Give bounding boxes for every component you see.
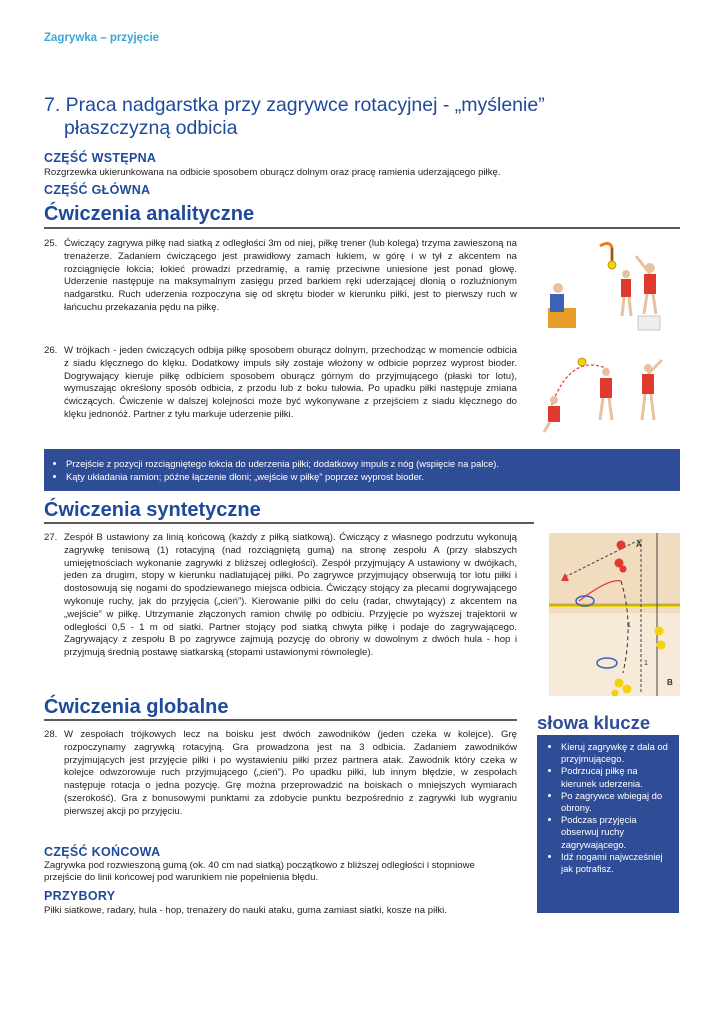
exercise-number: 28. — [44, 729, 58, 740]
team-b-label: B — [667, 678, 673, 687]
keyword-item: • Podczas przyjęcia obserwuj ruchy zagrywającego. — [561, 814, 675, 851]
page-title — [44, 94, 604, 140]
tips-box — [44, 449, 680, 491]
equipment-heading: PRZYBORY — [44, 889, 116, 903]
global-heading: Ćwiczenia globalne — [44, 696, 229, 718]
running-header: Zagrywka – przyjęcie — [44, 32, 160, 44]
synthetic-rule — [44, 522, 534, 524]
exercise-26 — [44, 345, 517, 422]
path-number: 1 — [644, 660, 648, 667]
intro-heading: CZĘŚĆ WSTĘPNA — [44, 151, 157, 165]
court-diagram — [549, 533, 680, 696]
keyword-item: • Kieruj zagrywkę z dala od przyjmującego. — [561, 741, 675, 765]
passing-drill-illustration — [530, 340, 680, 440]
tip-item: • Przejście z pozycji rozciągniętego łokcia do uderzenia piłki; dodatkowy impuls z nóg (wspięcie na palce). — [66, 458, 680, 471]
intro-text: Rozgrzewka ukierunkowana na odbicie sposobem oburącz dolnym oraz pracę ramienia uderzającego piłkę. — [44, 167, 501, 178]
synthetic-heading: Ćwiczenia syntetyczne — [44, 499, 261, 521]
final-heading: CZĘŚĆ KOŃCOWA — [44, 845, 161, 859]
exercise-text: W zespołach trójkowych lecz na boisku jest dwóch zawodników (jeden czeka w kolejce). Grę rozpoczynamy zagrywką rotacyjną. Gra prowadzona jest na 3 odbicia. Zadaniem zawodników przyjmujących jest przyjęcie piłki i po wystawieniu piłki przez partnera atak. Zawodnik który czeka w kolejce odwzorowuje ruch przyjmującego („cień”). Po upadku piłki, lub innym błędzie, w zespołach następuje rotacja o jedna pozycję. Grę można przeprowadzić na boiskach o mniejszych wymiarach (szerokość). Gra z bonusowymi punktami za zdobycie punktu bezpośrednio z zagrywki lub wygraniu pierwszej akcji po przyjęciu. — [64, 729, 517, 817]
keywords-box — [537, 735, 679, 913]
exercise-number: 26. — [44, 345, 58, 356]
keyword-item: • Podrzucaj piłkę na kierunek uderzenia. — [561, 765, 675, 789]
equipment-text: Piłki siatkowe, radary, hula - hop, trenażery do nauki ataku, guma zamiast siatki, kosze na piłki. — [44, 905, 447, 916]
analytic-heading: Ćwiczenia analityczne — [44, 203, 255, 225]
global-rule — [44, 719, 517, 721]
exercise-text: Zespół B ustawiony za linią końcową (każdy z piłką siatkową). Ćwiczący z własnego podrzutu wykonują zagrywkę tenisową (1) rotacyjną (nad rozciągniętą gumą) na stronę zespołu A (przy słabszych umiejętnościach wykonanie zagrywki z bliższej odległości). Zespół przyjmujący A ustawiony w dwójkach, jeden za drugim, stopy w kierunku nadlatującej piłki. Po zagrywce przyjmujący obserwują tor lotu piłki i dostosowują się nogami do spodziewanego miejsca odbicia. Ćwiczący stojący za plecami dogrywającego wykonuje ruchy, jak do przyjęcia („cień”). Kierowanie piłki do celu (radar, chwytający) z akcentem na „wejście” w piłkę. Utrzymanie złączonych ramion chwilę po odbiciu. Przyjęcie po wyższej trajektorii w odległości 0,5 - 1 m od siatki. Partner stojący pod siatką chwyta piłkę i podaje do zagrywającego. Zagrywający z zespołu B po zagrywce zajmują pozycję do obrony w dowolnym z dwóch hula - hop i przyjmują średnią postawę siatkarską (stopami ustawionymi równolegle). — [64, 532, 517, 659]
page-title-line1: 7. Praca nadgarstka przy zagrywce rotacyjnej - „myślenie” — [44, 94, 545, 116]
exercise-text: W trójkach - jeden ćwiczących odbija piłkę sposobem oburącz dolnym, przechodząc w momencie odbicia z siadu klęcznego do klęku. Dodatkowy impuls siły zostaje włożony w odbicie poprzez wyprost bioder. Dogrywający kieruje piłkę odbiciem sposobem oburącz górnym do przyjmującego (płaski tor lotu), wymuszając określony sposób odbicia, z przodu lub z boku tułowia. Po upadku piłki następuje zmiana ćwiczących. Ćwiczenie w dalszej kolejności może być wykonywane z przejściem z siadu klęcznego do klęku jednonóż. Partner z tyłu markuje uderzenie piłki. — [64, 345, 517, 420]
exercise-number: 27. — [44, 532, 58, 543]
exercise-27 — [44, 532, 517, 660]
exercise-28 — [44, 729, 517, 819]
page-title-line2: płaszczyzną odbicia — [64, 117, 238, 139]
exercise-text: Ćwiczący zagrywa piłkę nad siatką z odległości 3m od niej, piłkę trener (lub kolega) trzyma zawieszoną na trenażerze. Zadaniem ćwiczącego jest prawidłowy zamach łukiem, w górę i w tył z akcentem na rozciągnięcie łokcia; łokieć prowadzi przedramię, a ramię przeciwne uniesione jest ponad głowę. Uderzenie następuje na maksymalnym zasięgu przed barkiem ręki uderzającej dłonią o rozluźnionym nadgarstku. Ruch uderzenia rozpoczyna się od skrętu bioder w kierunku piłki, jest to pierwszy ruch w łańcuchu przekazania pędu na piłkę. — [64, 238, 517, 313]
keyword-item: • Idź nogami najwcześniej jak potrafisz. — [561, 851, 675, 875]
analytic-rule — [44, 227, 680, 229]
keywords-title: słowa klucze — [537, 712, 651, 733]
serving-drill-illustration — [540, 238, 680, 338]
serve-number: 1 — [627, 622, 631, 629]
main-heading: CZĘŚĆ GŁÓWNA — [44, 183, 151, 197]
keyword-item: • Po zagrywce wbiegaj do obrony. — [561, 790, 675, 814]
exercise-25 — [44, 238, 517, 315]
tip-item: • Kąty układania ramion; późne łączenie dłoni; „wejście w piłkę” poprzez wyprost bioder. — [66, 471, 680, 484]
team-a-label: A — [636, 540, 642, 549]
final-text: Zagrywka pod rozwieszoną gumą (ok. 40 cm nad siatką) początkowo z bliższej odległości i stopniowe przejście do linii końcowej pod warunkiem nie popełnienia błędu. — [44, 860, 475, 884]
exercise-number: 25. — [44, 238, 58, 249]
